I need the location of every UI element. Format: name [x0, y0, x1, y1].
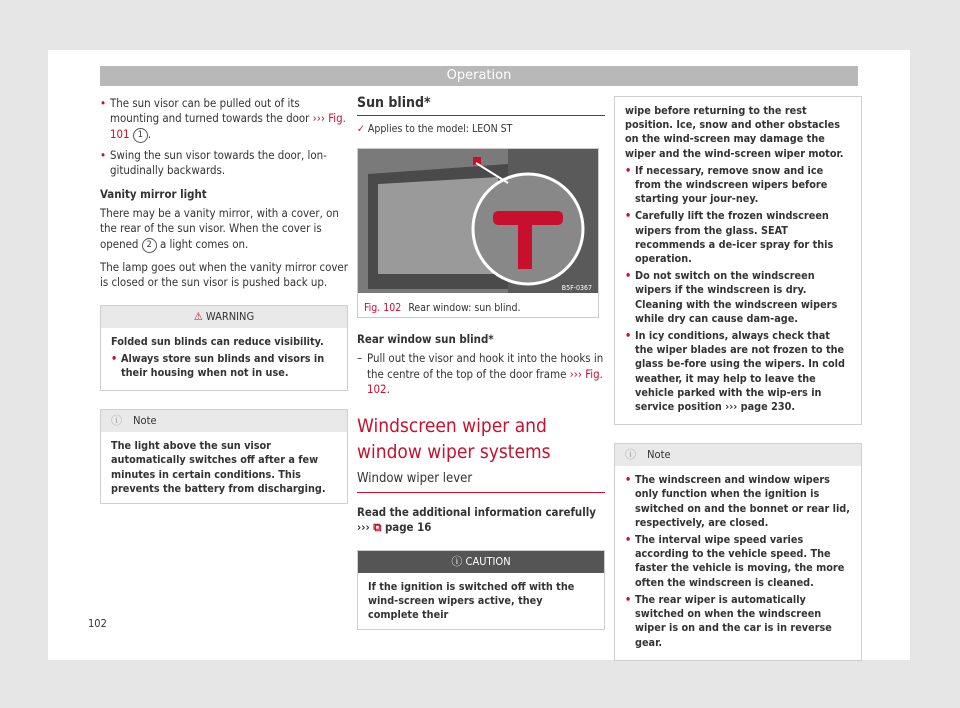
caution-box: ⓘ CAUTION If the ignition is switched off with the wind-screen wipers active, they complete their — [357, 550, 605, 631]
list-item: • If necessary, remove snow and ice from the windscreen wipers before starting your jour-ney. — [625, 163, 828, 206]
subheading: Rear window sun blind* — [357, 331, 494, 346]
bullet-icon: • — [625, 533, 632, 547]
warning-triangle-icon: ⚠ — [193, 309, 203, 323]
book-icon: ⧉ — [373, 520, 382, 535]
caution-box-continued: wipe before returning to the rest position. Ice, snow and other obstacles on the wind-screen may damage the wiper and the wind-screen wiper motor. • If necessary, remove snow and ice from the windscreen wipers before starting your jour-ney. • Carefully lift the frozen windscreen wipers from the glass. SEAT recommends a de-icer spray for this operation. • Do not switch on the windscreen wipers if the windscreen is dry. Cleaning with the windscreen wipers while dry can cause dam-age. • In icy conditions, always check that the wiper blades are not frozen to the glass be-fore using the wipers. In cold weather, it may help to leave the vehicle parked with the wip-ers in service position ››› page 230. — [614, 96, 862, 425]
list-item: • The interval wipe speed varies according to the vehicle speed. The faster the vehicle is moving, the more often the windscreen is cleaned. — [625, 533, 845, 589]
manual-page — [48, 50, 910, 660]
bullet-icon: • — [625, 592, 632, 606]
list-item: • The rear wiper is automatically switched on when the windscreen wiper is on and the car is in reverse gear. — [625, 592, 832, 649]
column-3 — [614, 96, 862, 661]
bullet-icon: • — [625, 473, 632, 487]
figure-caption: Fig. 102 Rear window: sun blind. — [364, 302, 521, 315]
list-item: – Pull out the visor and hook it into the hooks in the centre of the top of the door frame ››› Fig. 102. — [357, 351, 604, 397]
column-2: Sun blind* ✓ Applies to the model: LEON ST B5F-0367 Fig. 102 Rear window: sun blind. Rear window sun blind* – Pull out the visor and hook it into the hooks in the centre of the top of the door frame ››› Fig. 102. Windscreen wiper and window wiper systems Window wiper lever Read the additional information carefully ››› ⧉ page 16 ⓘ CAUTION If the ignition is switched off with the wind-screen wipers active, they complete their — [357, 96, 605, 630]
fig-102-link[interactable]: ››› Fig. 102 — [367, 366, 603, 397]
list-item: • Always store sun blinds and visors in their housing when not in use. — [111, 351, 325, 380]
bullet-icon: • — [625, 329, 632, 343]
warning-box: ⚠ WARNING Folded sun blinds can reduce visibility. • Always store sun blinds and visors in their housing when not in use. — [100, 305, 348, 392]
note-icon: ⓘ — [111, 414, 122, 428]
warning-title: WARNING — [205, 309, 255, 323]
info-icon: ⓘ — [451, 554, 463, 568]
callout-number: 1 — [133, 128, 148, 143]
check-icon: ✓ — [357, 123, 365, 136]
figure-code: B5F-0367 — [561, 283, 592, 292]
bullet-icon: • — [100, 147, 107, 162]
figure-102 — [357, 148, 599, 318]
paragraph: There may be a vanity mirror, with a cover, on the rear of the sun visor. When the cover is opened 2 a light comes on. — [100, 206, 339, 251]
note-title: Note — [133, 414, 157, 428]
fig-101-link[interactable]: ››› Fig. 101 — [110, 111, 346, 141]
bullet-icon: • — [111, 351, 118, 365]
page-number: 102 — [88, 617, 107, 630]
paragraph: The lamp goes out when the vanity mirror cover is closed or the sun visor is pushed back up. — [100, 259, 348, 290]
chapter-heading: Windscreen wiper and window wiper systems — [357, 415, 551, 464]
page-16-link[interactable]: ››› ⧉ page 16 — [357, 520, 432, 535]
subheading: Vanity mirror light — [100, 186, 207, 201]
page-230-link[interactable]: ››› page 230 — [725, 400, 792, 414]
caution-title: CAUTION — [465, 554, 511, 568]
applies-note: Applies to the model: LEON ST — [367, 123, 513, 136]
list-item: • Swing the sun visor towards the door, lon-gitudinally backwards. — [100, 147, 327, 178]
column-1 — [100, 96, 348, 504]
note-box — [614, 443, 862, 660]
list-item: • Carefully lift the frozen windscreen wipers from the glass. SEAT recommends a de-icer spray for this operation. — [625, 209, 834, 266]
note-icon: ⓘ — [625, 448, 636, 462]
list-item: • The sun visor can be pulled out of its mounting and turned towards the door ››› Fig. 101 1 . — [100, 96, 346, 141]
section-heading: Sun blind* — [357, 96, 605, 116]
note-title: Note — [647, 448, 671, 462]
list-item: • Do not switch on the windscreen wipers if the windscreen is dry. Cleaning with the windscreen wipers while dry can cause dam-age. — [625, 269, 838, 325]
page-header: Operation — [100, 66, 858, 86]
bullet-icon: • — [625, 269, 632, 283]
section-heading: Window wiper lever — [357, 471, 605, 492]
bullet-icon: • — [100, 96, 107, 110]
bullet-icon: • — [625, 209, 632, 223]
bullet-icon: • — [625, 163, 632, 177]
list-item: • In icy conditions, always check that the wiper blades are not frozen to the glass be-fore using the wipers. In cold weather, it may help to leave the vehicle parked with the wip-ers in service position ››› page 230. — [625, 329, 845, 414]
list-item: • The windscreen and window wipers only function when the ignition is switched on and the bonnet or rear lid, respectively, are closed. — [625, 473, 850, 529]
note-box: ⓘ Note The light above the sun visor automatically switches off after a few minutes in certain conditions. This prevents the battery from discharging. — [100, 409, 348, 504]
sun-blind-illustration — [358, 149, 598, 293]
callout-number: 2 — [142, 238, 157, 253]
